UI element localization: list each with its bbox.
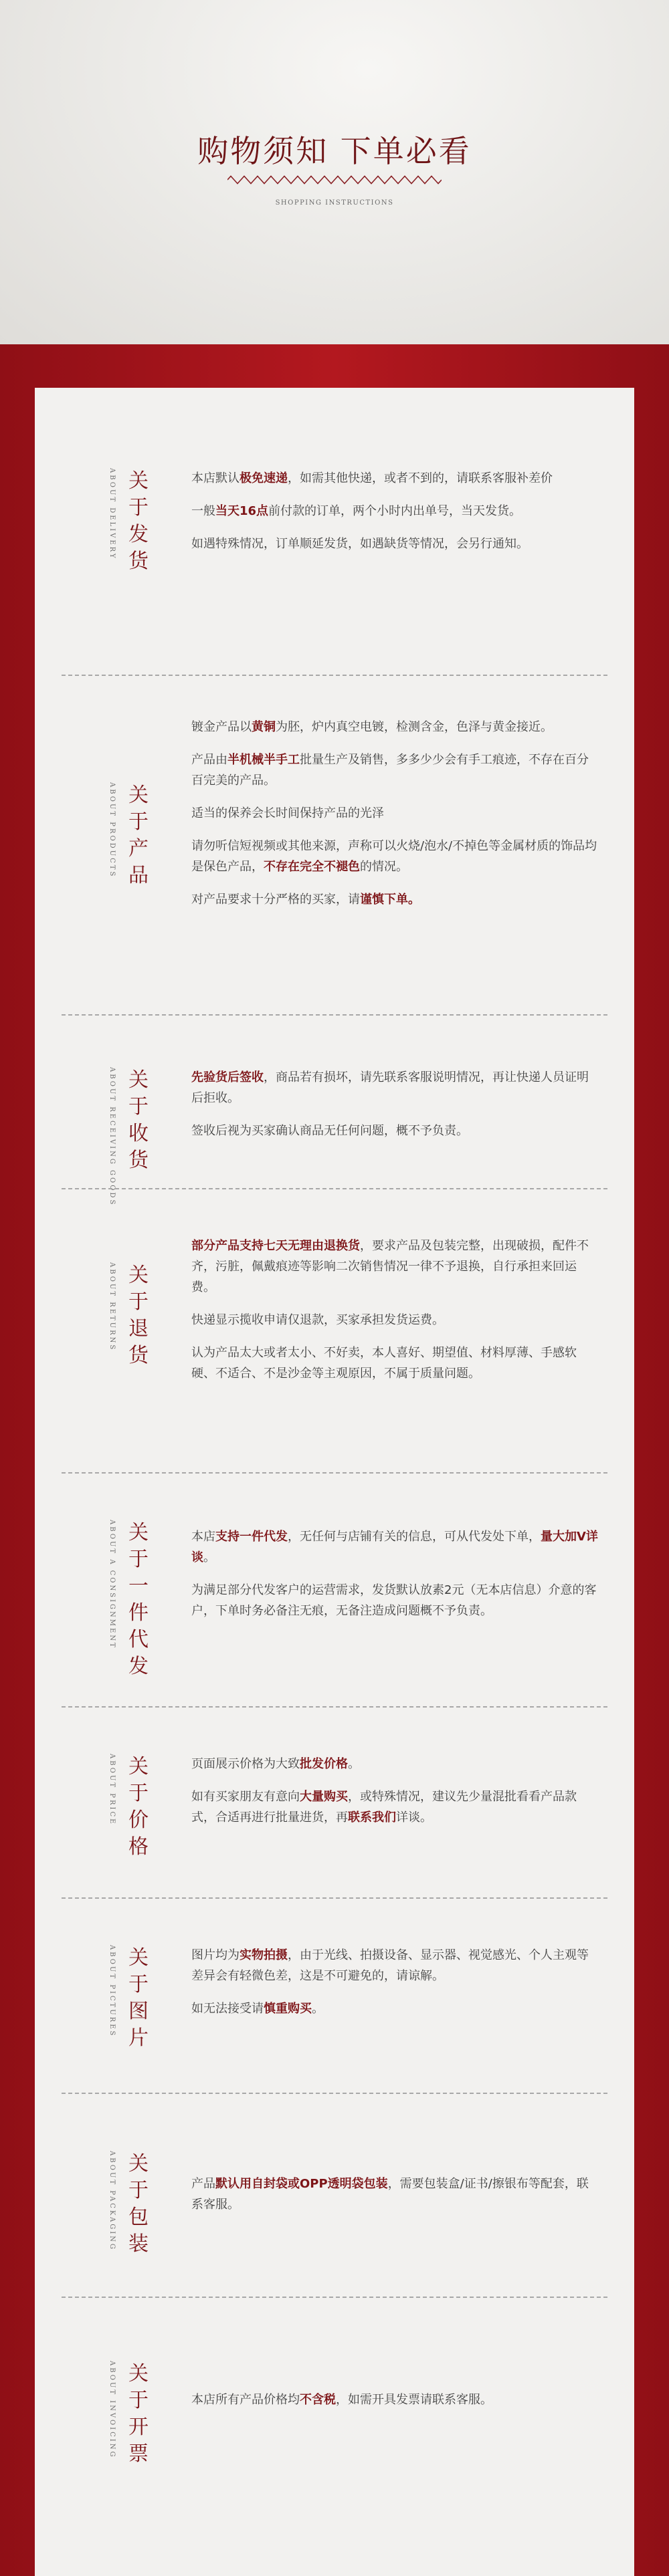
paragraph bbox=[191, 1342, 599, 1384]
highlight-text: 极免速递 bbox=[240, 471, 288, 485]
paragraph-text: ，需要包装盒/证书/擦银布等配套，联系客服。 bbox=[191, 2177, 589, 2212]
info-section bbox=[35, 2297, 634, 2576]
paragraph-text: 对产品要求十分严格的买家，请 bbox=[191, 893, 360, 907]
title-character: 于 bbox=[128, 1290, 149, 1314]
section-chinese-title bbox=[127, 468, 150, 575]
info-section bbox=[35, 675, 634, 1015]
paragraph-text: 快递显示揽收申请仅退款，买家承担发货运费。 bbox=[191, 1313, 444, 1327]
title-character: 关 bbox=[128, 1755, 149, 1778]
highlight-text: 不存在完全不褪色 bbox=[264, 860, 360, 874]
section-chinese-title bbox=[127, 2151, 150, 2258]
paragraph-text: 本店 bbox=[191, 1530, 215, 1544]
section-english-label: ABOUT PICTURES bbox=[108, 1945, 116, 2038]
highlight-text: 慎重购买 bbox=[264, 2002, 312, 2016]
highlight-text: 当天16点 bbox=[215, 504, 269, 518]
title-character: 于 bbox=[128, 1782, 149, 1805]
title-character: 图 bbox=[128, 2000, 149, 2023]
paragraph bbox=[191, 2389, 599, 2410]
section-english-label: ABOUT PRICE bbox=[108, 1754, 116, 1826]
info-section bbox=[35, 1015, 634, 1207]
section-english-label: ABOUT A CONSIGNMENT bbox=[108, 1520, 116, 1649]
paragraph-text: 镀金产品以 bbox=[191, 720, 252, 734]
paragraph bbox=[191, 468, 599, 489]
section-body bbox=[191, 468, 599, 566]
paragraph bbox=[191, 1580, 599, 1621]
paragraph-text: 的情况。 bbox=[360, 860, 408, 874]
info-section bbox=[35, 1707, 634, 1898]
title-character: 装 bbox=[128, 2232, 149, 2256]
title-character: 于 bbox=[128, 1095, 149, 1119]
paragraph-text: ，商品若有损坏，请先联系客服说明情况，再让快递人员证明后拒收。 bbox=[191, 1070, 589, 1105]
title-character: 关 bbox=[128, 1264, 149, 1287]
paragraph-text: 详谈。 bbox=[396, 1810, 432, 1825]
paragraph bbox=[191, 1754, 599, 1774]
title-character: 收 bbox=[128, 1122, 149, 1145]
title-character: 关 bbox=[128, 1068, 149, 1092]
paragraph-text: ，由于光线、拍摄设备、显示器、视觉感光、个人主观等差异会有轻微色差，这是不可避免的，请谅解。 bbox=[191, 1948, 589, 1983]
highlight-text: 批发价格 bbox=[300, 1757, 348, 1771]
paragraph-text: 一般 bbox=[191, 504, 215, 518]
paragraph-text: ，或特殊情况，建议先少量混批看看产品款式，合适再进行批量进货，再 bbox=[191, 1790, 577, 1825]
header-banner bbox=[0, 0, 669, 344]
paragraph-text: 产品由 bbox=[191, 753, 227, 767]
paragraph bbox=[191, 1786, 599, 1828]
title-character: 件 bbox=[128, 1601, 149, 1625]
section-chinese-title bbox=[127, 782, 150, 889]
wave-divider-icon bbox=[227, 175, 442, 185]
section-english-label: ABOUT PRODUCTS bbox=[108, 782, 116, 879]
highlight-text: 部分产品支持七天无理由退换货 bbox=[191, 1239, 360, 1253]
title-character: 货 bbox=[128, 1149, 149, 1172]
section-body bbox=[191, 1754, 599, 1840]
paragraph-text: 本店默认 bbox=[191, 471, 240, 485]
title-character: 发 bbox=[128, 1655, 149, 1678]
paragraph-text: 如遇特殊情况，订单顺延发货，如遇缺货等情况，会另行通知。 bbox=[191, 537, 529, 551]
paragraph-text: 批量生产及销售，多多少少会有手工痕迹，不存在百分百完美的产品。 bbox=[191, 753, 589, 788]
title-character: 退 bbox=[128, 1317, 149, 1340]
paragraph-text: 如有买家朋友有意向 bbox=[191, 1790, 300, 1804]
section-english-label: ABOUT DELIVERY bbox=[108, 468, 116, 560]
section-chinese-title bbox=[127, 1067, 150, 1174]
paragraph-text: 为胚，炉内真空电镀，检测含金，色泽与黄金接近。 bbox=[276, 720, 553, 734]
title-character: 关 bbox=[128, 2362, 149, 2385]
title-character: 品 bbox=[128, 864, 149, 887]
section-body bbox=[191, 1526, 599, 1633]
paragraph bbox=[191, 1310, 599, 1330]
paragraph-text: 如无法接受请 bbox=[191, 2002, 264, 2016]
highlight-text: 半机械半手工 bbox=[227, 753, 300, 767]
paragraph bbox=[191, 749, 599, 791]
title-character: 开 bbox=[128, 2416, 149, 2439]
title-character: 关 bbox=[128, 784, 149, 807]
title-character: 代 bbox=[128, 1628, 149, 1651]
paragraph bbox=[191, 1945, 599, 1986]
info-section bbox=[35, 1898, 634, 2093]
paragraph bbox=[191, 717, 599, 737]
paragraph bbox=[191, 1067, 599, 1108]
paragraph-text: 。 bbox=[312, 2002, 324, 2016]
section-chinese-title bbox=[127, 2361, 150, 2468]
title-character: 格 bbox=[128, 1835, 149, 1859]
section-chinese-title bbox=[127, 1520, 150, 1680]
paragraph bbox=[191, 2174, 599, 2215]
instructions-card bbox=[35, 388, 634, 2576]
paragraph bbox=[191, 803, 599, 824]
title-character: 包 bbox=[128, 2206, 149, 2229]
highlight-text: 实物拍摄 bbox=[240, 1948, 288, 1962]
paragraph bbox=[191, 1121, 599, 1141]
paragraph bbox=[191, 1526, 599, 1568]
highlight-text: 联系我们 bbox=[348, 1810, 396, 1825]
paragraph-text: 本店所有产品价格均 bbox=[191, 2393, 300, 2407]
paragraph-text: ，无任何与店铺有关的信息，可从代发处下单， bbox=[288, 1530, 541, 1544]
section-english-label: ABOUT RECEIVING GOODS bbox=[108, 1067, 116, 1207]
title-character: 票 bbox=[128, 2442, 149, 2466]
paragraph bbox=[191, 1236, 599, 1298]
page-subtitle: SHOPPING INSTRUCTIONS bbox=[275, 199, 394, 207]
paragraph-text: 。 bbox=[348, 1757, 360, 1771]
highlight-text: 默认用自封袋或OPP透明袋包装 bbox=[215, 2177, 388, 2191]
paragraph-text: 签收后视为买家确认商品无任何问题，概不予负责。 bbox=[191, 1124, 468, 1138]
info-section bbox=[35, 388, 634, 675]
page-title: 购物须知 下单必看 bbox=[197, 133, 472, 169]
title-character: 关 bbox=[128, 469, 149, 493]
title-character: 发 bbox=[128, 523, 149, 546]
section-chinese-title bbox=[127, 1754, 150, 1861]
paragraph bbox=[191, 836, 599, 877]
paragraph bbox=[191, 1998, 599, 2019]
title-character: 于 bbox=[128, 1548, 149, 1571]
paragraph-text: ，要求产品及包装完整，出现破损，配件不齐，污脏，佩戴痕迹等影响二次销售情况一律不予退换，自行承担来回运费。 bbox=[191, 1239, 589, 1294]
paragraph bbox=[191, 889, 599, 910]
title-character: 于 bbox=[128, 810, 149, 834]
title-character: 货 bbox=[128, 1344, 149, 1367]
section-body bbox=[191, 2174, 599, 2227]
title-character: 片 bbox=[128, 2026, 149, 2050]
section-body bbox=[191, 1945, 599, 2031]
title-character: 关 bbox=[128, 1946, 149, 1970]
paragraph-text: 产品 bbox=[191, 2177, 215, 2191]
title-character: 于 bbox=[128, 1973, 149, 1996]
paragraph-text: ，如需开具发票请联系客服。 bbox=[336, 2393, 492, 2407]
title-character: 产 bbox=[128, 837, 149, 860]
paragraph-text: ，如需其他快递，或者不到的，请联系客服补差价 bbox=[288, 471, 553, 485]
title-character: 价 bbox=[128, 1808, 149, 1832]
paragraph-text: 为满足部分代发客户的运营需求，发货默认放素2元（无本店信息）介意的客户，下单时务必备注无痕，无备注造成问题概不予负责。 bbox=[191, 1583, 597, 1618]
paragraph bbox=[191, 534, 599, 554]
section-body bbox=[191, 1067, 599, 1153]
highlight-text: 先验货后签收 bbox=[191, 1070, 264, 1084]
paragraph-text: 请勿听信短视频或其他来源，声称可以火烧/泡水/不掉色等金属材质的饰品均是保色产品， bbox=[191, 839, 597, 874]
paragraph-text: 适当的保养会长时间保持产品的光泽 bbox=[191, 806, 384, 820]
paragraph-text: 页面展示价格为大致 bbox=[191, 1757, 300, 1771]
title-character: 关 bbox=[128, 1521, 149, 1544]
section-body bbox=[191, 1236, 599, 1396]
highlight-text: 不含税 bbox=[300, 2393, 336, 2407]
title-character: 于 bbox=[128, 2179, 149, 2202]
title-character: 货 bbox=[128, 550, 149, 573]
paragraph-text: 前付款的订单，两个小时内出单号，当天发货。 bbox=[268, 504, 522, 518]
section-chinese-title bbox=[127, 1945, 150, 2052]
title-character: 于 bbox=[128, 496, 149, 519]
section-english-label: ABOUT INVOICING bbox=[108, 2361, 116, 2459]
highlight-text: 量大加V详谈 bbox=[191, 1530, 598, 1564]
title-character: 关 bbox=[128, 2152, 149, 2176]
section-chinese-title bbox=[127, 1262, 150, 1369]
paragraph bbox=[191, 501, 599, 521]
section-english-label: ABOUT PACKAGING bbox=[108, 2151, 116, 2251]
paragraph-text: 图片均为 bbox=[191, 1948, 240, 1962]
highlight-text: 黄铜 bbox=[252, 720, 276, 734]
highlight-text: 支持一件代发 bbox=[215, 1530, 288, 1544]
info-section bbox=[35, 2093, 634, 2297]
title-character: 一 bbox=[128, 1574, 149, 1598]
info-section bbox=[35, 1473, 634, 1707]
highlight-text: 谨慎下单。 bbox=[360, 893, 420, 907]
paragraph-text: 。 bbox=[203, 1550, 215, 1564]
paragraph-text: 认为产品太大或者太小、不好卖，本人喜好、期望值、材料厚薄、手感软硬、不适合、不是沙金等主观原因，不属于质量问题。 bbox=[191, 1346, 577, 1381]
section-body bbox=[191, 717, 599, 922]
title-character: 于 bbox=[128, 2389, 149, 2412]
highlight-text: 大量购买 bbox=[300, 1790, 348, 1804]
section-body bbox=[191, 2389, 599, 2422]
info-section bbox=[35, 1189, 634, 1473]
section-english-label: ABOUT RETURNS bbox=[108, 1262, 116, 1352]
